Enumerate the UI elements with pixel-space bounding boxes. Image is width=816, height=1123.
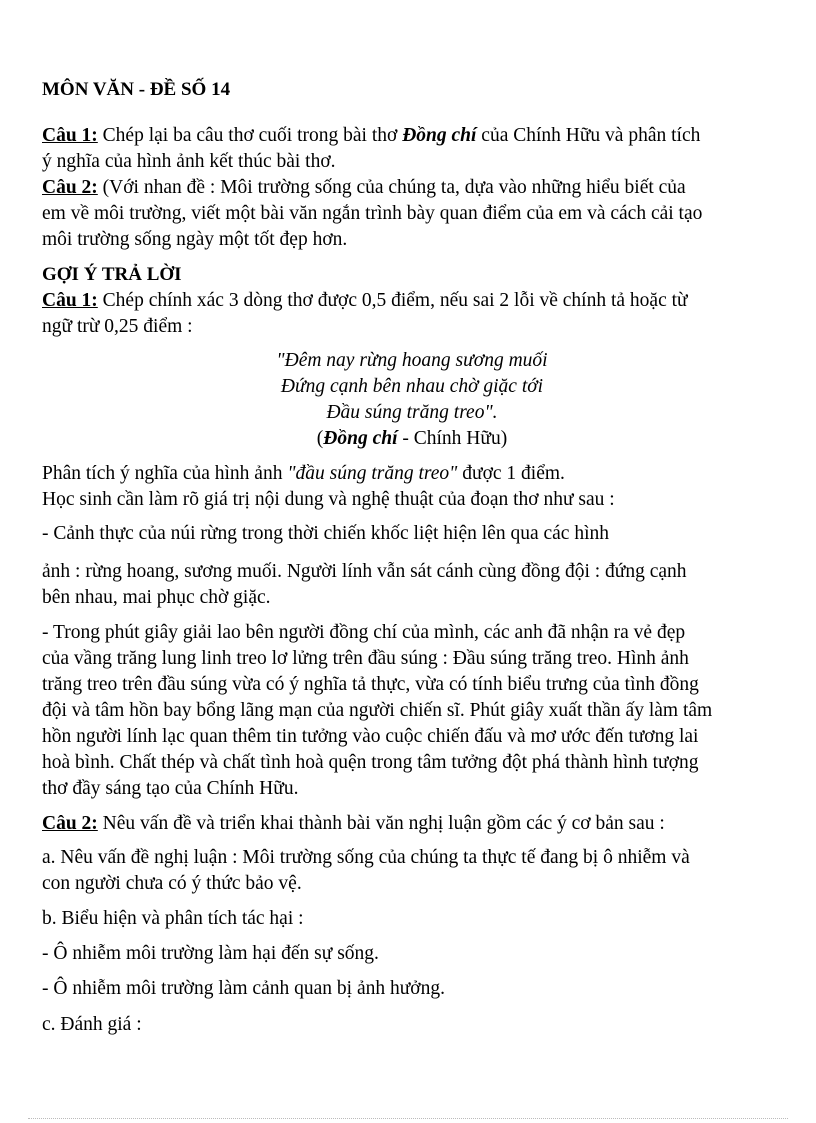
scene-para-line-2: ảnh : rừng hoang, sương muối. Người lính vẫn sát cánh cùng đồng đội : đứng cạnh — [42, 561, 687, 582]
page-bottom-divider — [28, 1118, 788, 1119]
answer-1-line-1: Câu 1: Chép chính xác 3 dòng thơ được 0,5 điểm, nếu sai 2 lỗi về chính tả hoặc từ — [42, 290, 688, 311]
answer-1-line-2: ngữ trừ 0,25 điểm : — [42, 316, 193, 337]
point-a-line-2: con người chưa có ý thức bảo vệ. — [42, 873, 302, 894]
point-b-item-2: - Ô nhiễm môi trường làm cảnh quan bị ảnh hưởng. — [42, 978, 445, 999]
scene-para-line-1: - Cảnh thực của núi rừng trong thời chiến khốc liệt hiện lên qua các hình — [42, 523, 609, 544]
question-1-line-1: Câu 1: Chép lại ba câu thơ cuối trong bài thơ Đồng chí của Chính Hữu và phân tích — [42, 125, 701, 146]
poem-source: (Đồng chí - Chính Hữu) — [316, 428, 508, 449]
moon-para-line-2: của vầng trăng lung linh treo lơ lửng trên đầu súng : Đầu súng trăng treo. Hình ảnh — [42, 648, 689, 669]
question-1-label: Câu 1: — [42, 125, 98, 146]
answer-2-label: Câu 2: — [42, 813, 98, 834]
question-1-line-2: ý nghĩa của hình ảnh kết thúc bài thơ. — [42, 151, 336, 172]
moon-para-line-3: trăng treo trên đầu súng vừa có ý nghĩa tả thực, vừa có tính biểu trưng của tình đồng — [42, 674, 699, 695]
answer-2-line: Câu 2: Nêu vấn đề và triển khai thành bài văn nghị luận gồm các ý cơ bản sau : — [42, 813, 665, 834]
poem-line-3: Đầu súng trăng treo". — [326, 402, 498, 423]
question-2-line-2: em về môi trường, viết một bài văn ngắn trình bày quan điểm của em và cách cải tạo — [42, 203, 703, 224]
analysis-image-quote: "đầu súng trăng treo" — [287, 463, 458, 484]
point-a-line-1: a. Nêu vấn đề nghị luận : Môi trường sống của chúng ta thực tế đang bị ô nhiễm và — [42, 847, 690, 868]
clarify-line: Học sinh cần làm rõ giá trị nội dung và nghệ thuật của đoạn thơ như sau : — [42, 489, 615, 510]
answer-1-label: Câu 1: — [42, 290, 98, 311]
question-2-label: Câu 2: — [42, 177, 98, 198]
moon-para-line-4: đội và tâm hồn bay bổng lãng mạn của người chiến sĩ. Phút giây xuất thần ấy làm tâm — [42, 700, 713, 721]
analysis-line: Phân tích ý nghĩa của hình ảnh "đầu súng trăng treo" được 1 điểm. — [42, 463, 565, 484]
point-b: b. Biểu hiện và phân tích tác hại : — [42, 908, 304, 929]
poem-title: Đồng chí — [402, 125, 477, 146]
moon-para-line-5: hồn người lính lạc quan thêm tin tưởng vào cuộc chiến đấu và mơ ước đến tương lai — [42, 726, 699, 747]
question-2-line-1: Câu 2: (Với nhan đề : Môi trường sống của chúng ta, dựa vào những hiểu biết của — [42, 177, 686, 198]
scene-para-line-3: bên nhau, mai phục chờ giặc. — [42, 587, 271, 608]
moon-para-line-7: thơ đầy sáng tạo của Chính Hữu. — [42, 778, 299, 799]
question-2-line-3: môi trường sống ngày một tốt đẹp hơn. — [42, 229, 348, 250]
exam-title: MÔN VĂN - ĐỀ SỐ 14 — [42, 79, 231, 100]
point-c: c. Đánh giá : — [42, 1014, 142, 1035]
answer-heading: GỢI Ý TRẢ LỜI — [42, 264, 182, 285]
poem-line-1: "Đêm nay rừng hoang sương muối — [276, 350, 548, 371]
point-b-item-1: - Ô nhiễm môi trường làm hại đến sự sống. — [42, 943, 379, 964]
moon-para-line-1: - Trong phút giây giải lao bên người đồng chí của mình, các anh đã nhận ra vẻ đẹp — [42, 622, 686, 643]
poem-line-2: Đứng cạnh bên nhau chờ giặc tới — [280, 376, 544, 397]
moon-para-line-6: hoà bình. Chất thép và chất tình hoà quện trong tâm tưởng đột phá thành hình tượng — [42, 752, 699, 773]
